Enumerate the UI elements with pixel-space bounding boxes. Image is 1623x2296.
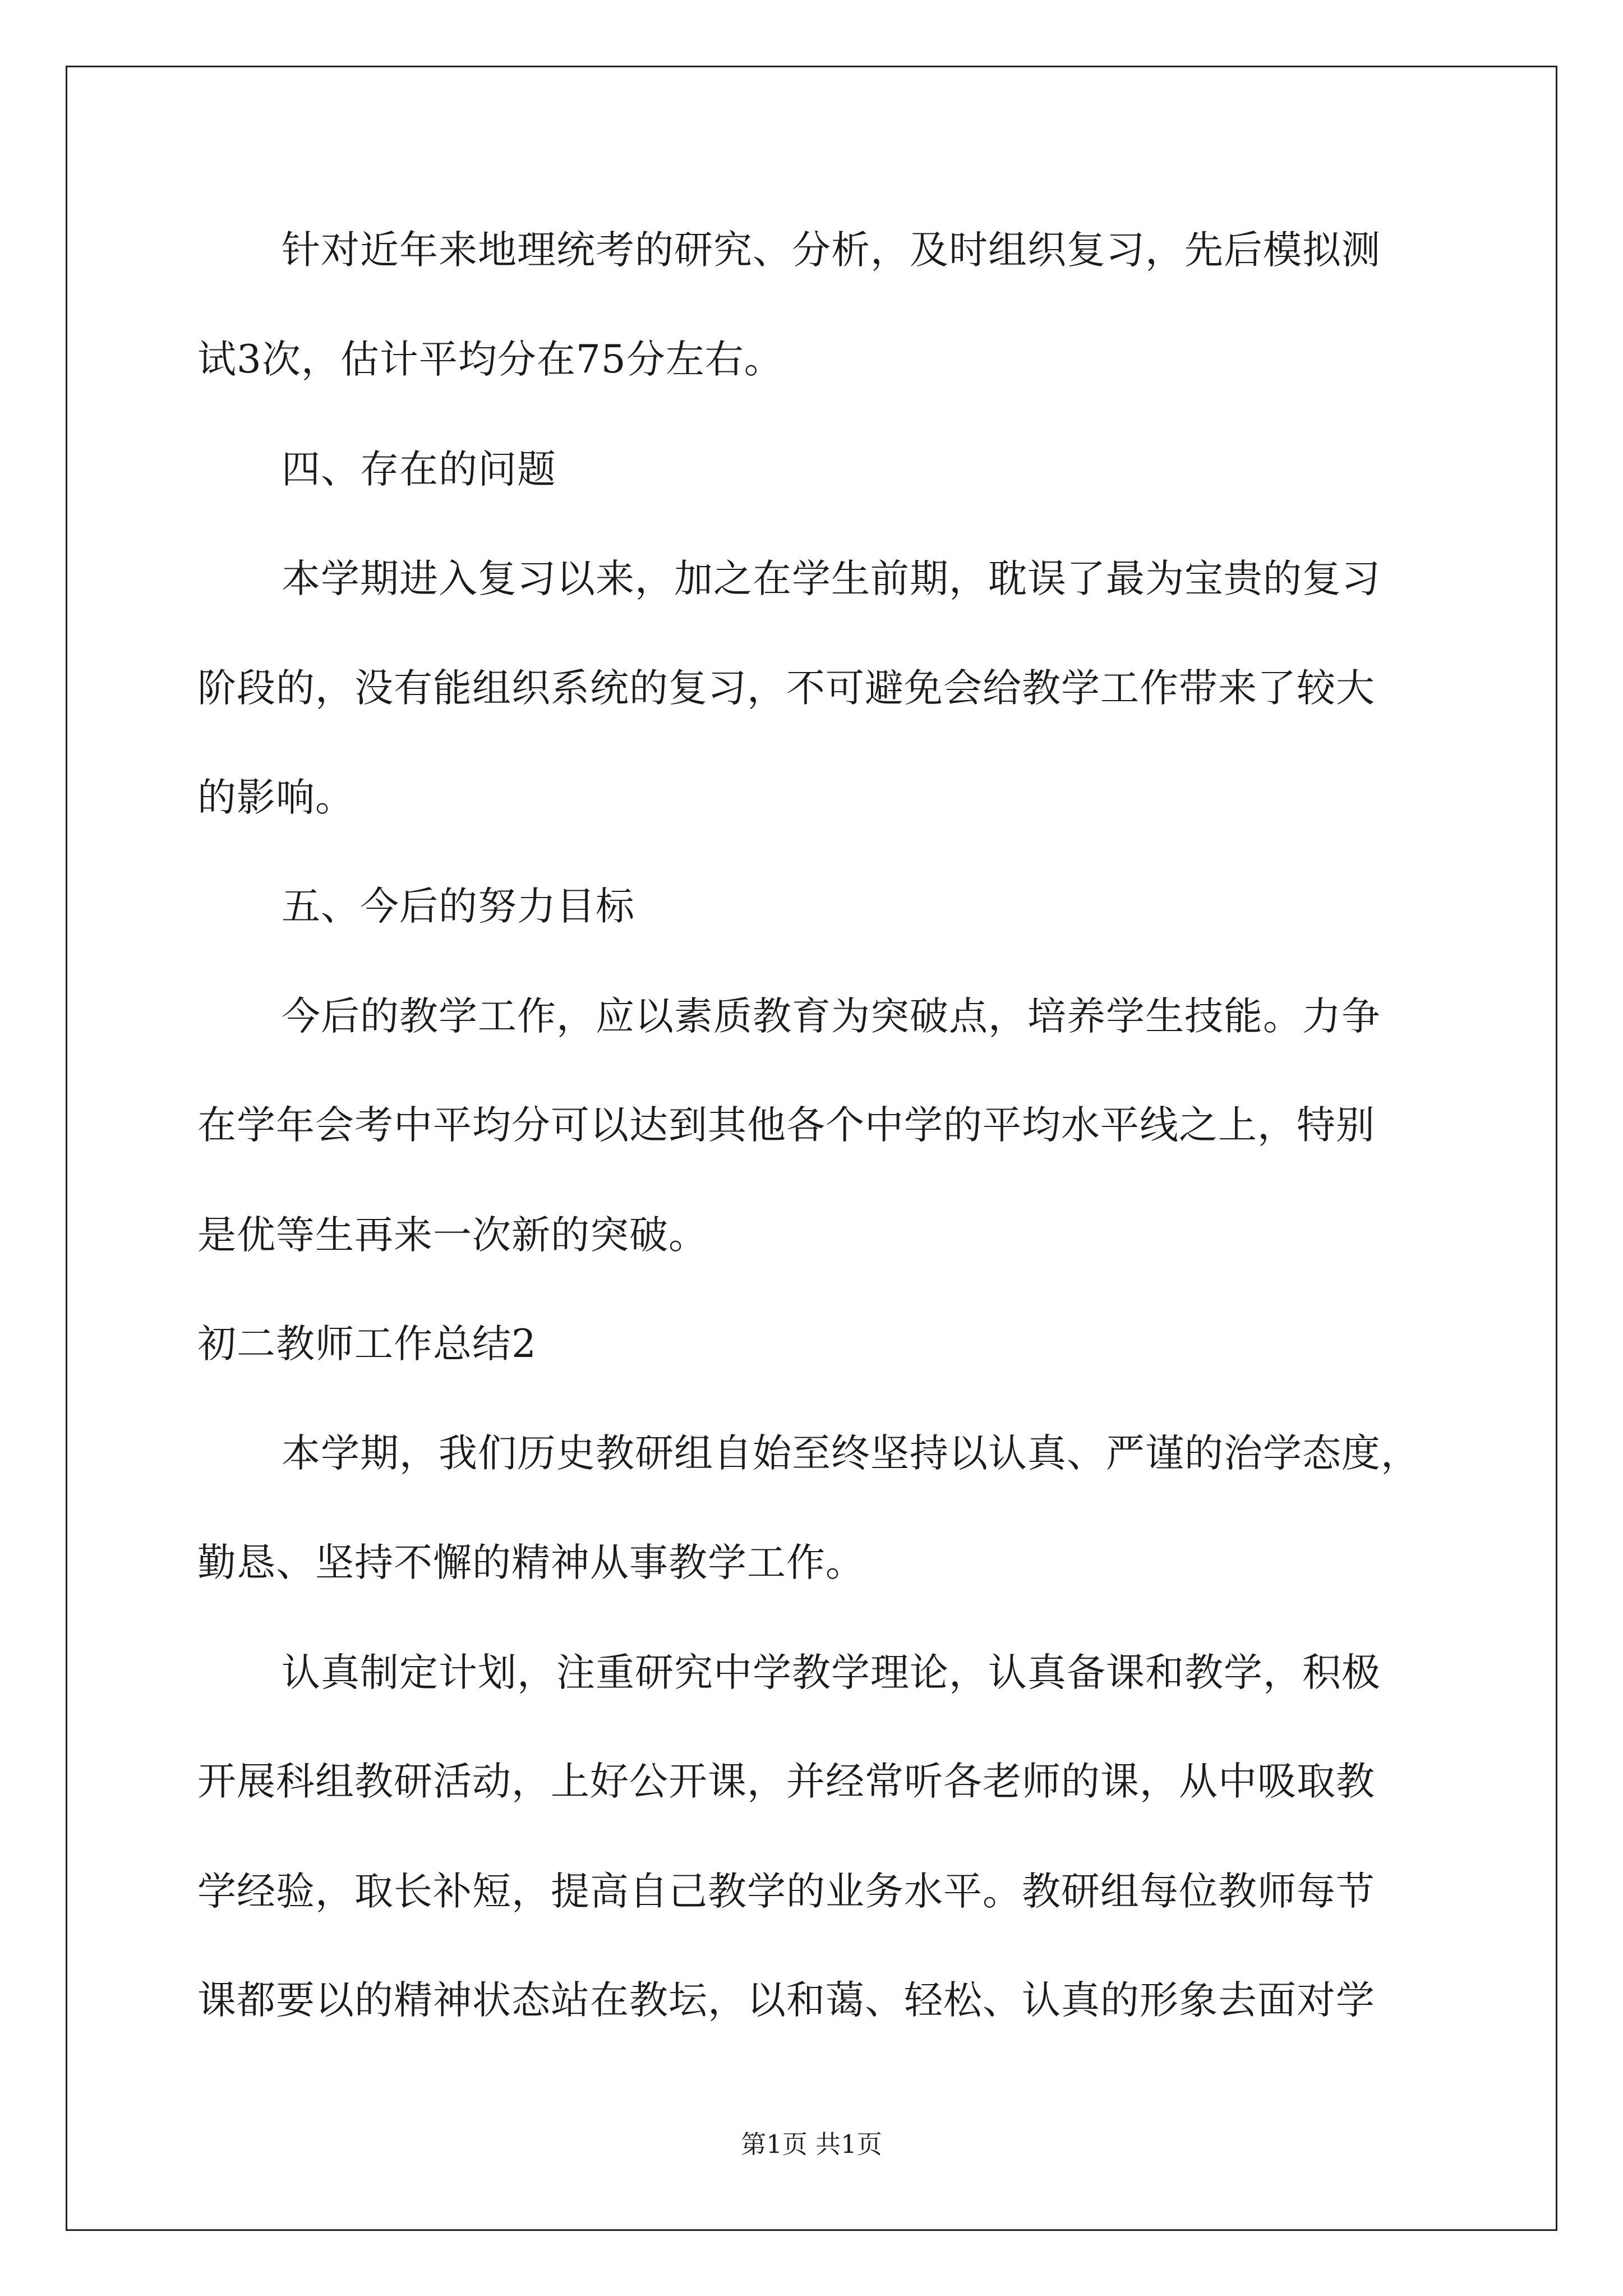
text-line-10: 是优等生再来一次新的突破。	[197, 1213, 708, 1258]
text-line-17: 课都要以的精神状态站在教坛，以和蔼、轻松、认真的形象去面对学	[197, 1978, 1375, 2023]
text-line-5: 阶段的，没有能组织系统的复习，不可避免会给教学工作带来了较大	[197, 666, 1375, 711]
text-line-2: 试3次，估计平均分在75分左右。	[197, 337, 783, 382]
text-line-13: 勤恳、坚持不懈的精神从事教学工作。	[197, 1540, 865, 1585]
text-line-15: 开展科组教研活动，上好公开课，并经常听各老师的课，从中吸取教	[197, 1759, 1375, 1804]
document-title-2: 初二教师工作总结2	[197, 1322, 537, 1366]
text-line-1: 针对近年来地理统考的研究、分析，及时组织复习，先后模拟测	[282, 228, 1381, 273]
text-line-8: 今后的教学工作，应以素质教育为突破点，培养学生技能。力争	[282, 994, 1381, 1039]
text-line-14: 认真制定计划，注重研究中学教学理论，认真备课和教学，积极	[282, 1650, 1381, 1695]
section-heading-5: 五、今后的努力目标	[282, 884, 635, 929]
section-heading-4: 四、存在的问题	[282, 447, 556, 492]
text-line-12: 本学期，我们历史教研组自始至终坚持以认真、严谨的治学态度，	[282, 1431, 1420, 1476]
text-line-9: 在学年会考中平均分可以达到其他各个中学的平均水平线之上，特别	[197, 1103, 1375, 1148]
text-line-6: 的影响。	[197, 775, 354, 820]
page-number-footer: 第1页 共1页	[741, 2129, 882, 2159]
text-line-4: 本学期进入复习以来，加之在学生前期，耽误了最为宝贵的复习	[282, 556, 1381, 601]
text-line-16: 学经验，取长补短，提高自己教学的业务水平。教研组每位教师每节	[197, 1869, 1375, 1914]
